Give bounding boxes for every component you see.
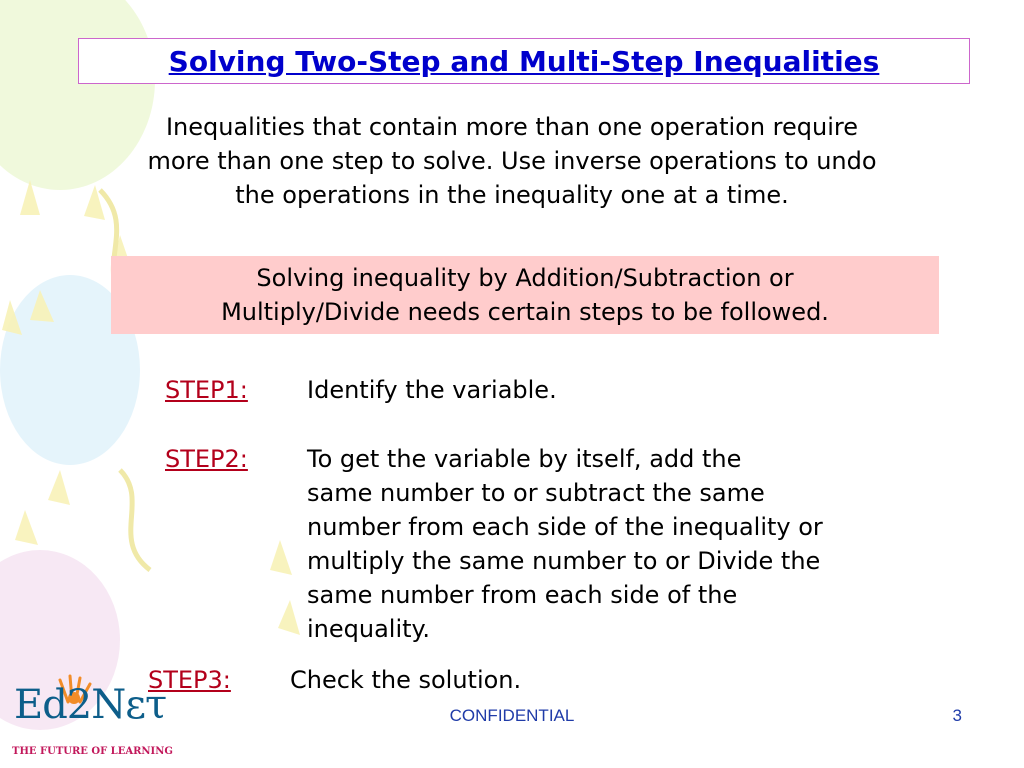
step-2-line: inequality.: [307, 615, 430, 643]
intro-line: more than one step to solve. Use inverse operations to undo: [147, 147, 877, 175]
step-2-line: same number to or subtract the same: [307, 479, 765, 507]
logo-tagline: THE FUTURE OF LEARNING: [12, 746, 173, 757]
step-2-line: number from each side of the inequality or: [307, 513, 823, 541]
step-1: [0, 373, 1024, 413]
step-3-text: Check the solution.: [290, 666, 522, 694]
step-2: [0, 442, 1024, 652]
step-2-line: multiply the same number to or Divide the: [307, 547, 821, 575]
step-1-text: Identify the variable.: [307, 376, 557, 404]
step-1-label: STEP1:: [165, 376, 248, 404]
footer-confidential: CONFIDENTIAL: [449, 706, 575, 725]
step-3-label: STEP3:: [148, 666, 231, 694]
callout-line: Multiply/Divide needs certain steps to be followed.: [221, 298, 829, 326]
callout-box: [111, 256, 939, 334]
step-2-label: STEP2:: [165, 445, 248, 473]
intro-line: the operations in the inequality one at a time.: [235, 181, 789, 209]
slide-title-text: Solving Two-Step and Multi-Step Inequalities: [168, 44, 880, 78]
page-number: 3: [952, 706, 962, 725]
logo-wordmark: Ed2Nετ: [14, 682, 167, 728]
slide-title: [78, 38, 970, 84]
intro-line: Inequalities that contain more than one operation require: [165, 113, 859, 141]
callout-line: Solving inequality by Addition/Subtraction or: [256, 264, 794, 292]
intro-paragraph: [60, 110, 964, 212]
step-2-line: same number from each side of the: [307, 581, 738, 609]
step-2-line: To get the variable by itself, add the: [307, 445, 742, 473]
